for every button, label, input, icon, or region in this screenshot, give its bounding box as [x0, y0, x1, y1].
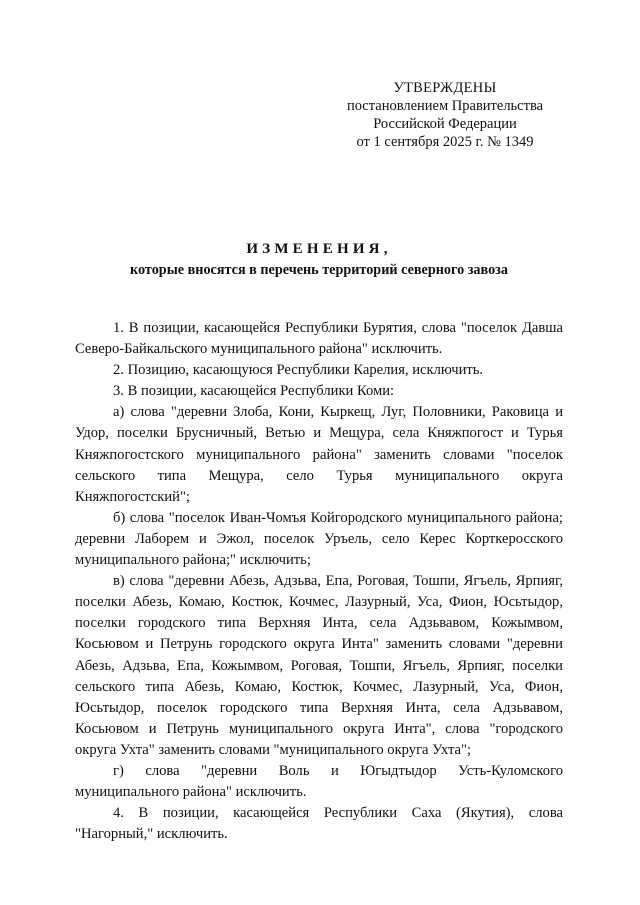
paragraph-subitem-v: в) слова "деревни Абезь, Адзьва, Епа, Роговая, Тошпи, Ягъель, Ярпияг, поселки Абезь, Комаю, Костюк, Кочмес, Лазурный, Уса, Фион, Юсьтыдор, поселки городского типа Верхняя Инта, села Адзьвавом, Кожымвом, Косьювом и Петрунь городского округа Инта" заменить словами "деревни Абезь, Адзьва, Епа, Кожымвом, Роговая, Тошпи, Ягъель, Ярпияг, поселки сельского типа Абезь, Комаю, Костюк, Кочмес, Лазурный, Уса, Фион, Юсьтыдор, поселок городского типа Верхняя Инта, села Адзьвавом, Косьювом и Петрунь муниципального округа Инта", слова "городского округа Ухта" заменить словами "муниципального округа Ухта";: [75, 573, 563, 758]
approval-line-3: от 1 сентября 2025 г. № 1349: [356, 134, 534, 150]
document-heading: [60, 239, 578, 280]
document-body: [75, 318, 563, 845]
approval-title: УТВЕРЖДЕНЫ: [393, 80, 497, 96]
paragraph-subitem-g: г) слова "деревни Воль и Югыдтыдор Усть-Куломского муниципального района" исключить.: [75, 762, 563, 801]
document-subtitle: которые вносятся в перечень территорий северного завоза: [130, 262, 508, 278]
paragraph-item-2: 2. Позицию, касающуюся Республики Карелия, исключить.: [113, 362, 484, 379]
paragraph-item-1: 1. В позиции, касающейся Республики Бурятия, слова "поселок Давша Северо-Байкальского муниципального района" исключить.: [75, 320, 563, 358]
paragraph-subitem-b: б) слова "поселок Иван-Чомъя Койгородского муниципального района; деревни Лаборем и Эжол, поселок Уръель, село Керес Корткеросского муниципального района;" исключить;: [75, 509, 563, 569]
paragraph-subitem-a: а) слова "деревни Злоба, Кони, Кыркещ, Луг, Половники, Раковица и Удор, поселки Брусничный, Ветью и Мещура, села Княжпогост и Турья Княжпогостского муниципального района" заменить словами "поселок сельского типа Мещура, село Турья муниципального округа Княжпогостский";: [75, 404, 563, 505]
approval-line-2: Российской Федерации: [373, 116, 517, 132]
document-title: ИЗМЕНЕНИЯ,: [246, 241, 392, 257]
approval-block: [330, 79, 560, 151]
approval-line-1: постановлением Правительства: [346, 98, 544, 114]
paragraph-item-4: 4. В позиции, касающейся Республики Саха (Якутия), слова "Нагорный," исключить.: [75, 805, 563, 843]
paragraph-item-3: 3. В позиции, касающейся Республики Коми:: [113, 383, 395, 400]
